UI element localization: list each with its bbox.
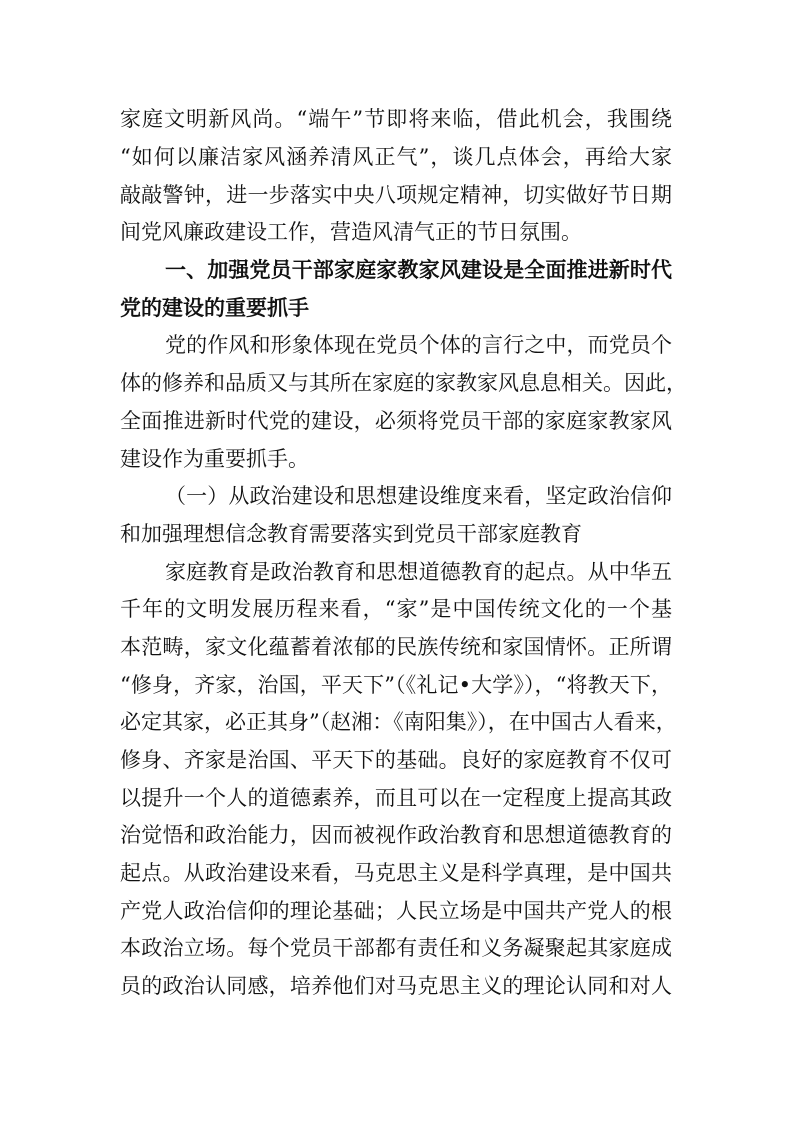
paragraph-line: 全面推进新时代党的建设，必须将党员干部的家庭家教家风 — [120, 409, 672, 433]
paragraph-line: 治觉悟和政治能力，因而被视作政治教育和思想道德教育的 — [120, 823, 672, 847]
paragraph-line: 产党人政治信仰的理论基础；人民立场是中国共产党人的根 — [120, 899, 672, 923]
paragraph-line: 家庭文明新风尚。“端午”节即将来临，借此机会，我围绕 — [120, 107, 672, 131]
paragraph-line: 修身、齐家是治国、平天下的基础。良好的家庭教育不仅可 — [120, 748, 672, 772]
paragraph-line: 家庭教育是政治教育和思想道德教育的起点。从中华五 — [165, 560, 672, 584]
paragraph-line: 以提升一个人的道德素养，而且可以在一定程度上提高其政 — [120, 786, 672, 810]
section-heading: 党的建设的重要抓手 — [120, 296, 309, 320]
paragraph-line: 千年的文明发展历程来看，“家”是中国传统文化的一个基 — [120, 597, 672, 621]
subsection-heading: （一）从政治建设和思想建设维度来看，坚定政治信仰 — [165, 484, 672, 508]
paragraph-line: 党的作风和形象体现在党员个体的言行之中，而党员个 — [165, 333, 672, 357]
paragraph-line: 员的政治认同感，培养他们对马克思主义的理论认同和对人 — [120, 974, 672, 998]
paragraph-line: 本范畴，家文化蕴蓄着浓郁的民族传统和家国情怀。正所谓 — [120, 635, 672, 659]
paragraph-line: “修身，齐家，治国，平天下”（《礼记•大学》），“将教天下， — [120, 673, 672, 697]
paragraph-line: 必定其家，必正其身”（赵湘：《南阳集》），在中国古人看来， — [120, 710, 677, 734]
paragraph-line: 敲敲警钟，进一步落实中央八项规定精神，切实做好节日期 — [120, 183, 672, 207]
paragraph-line: 本政治立场。每个党员干部都有责任和义务凝聚起其家庭成 — [120, 936, 672, 960]
paragraph-line: 间党风廉政建设工作，营造风清气正的节日氛围。 — [120, 220, 582, 244]
paragraph-line: 建设作为重要抓手。 — [120, 447, 309, 471]
section-heading: 一、加强党员干部家庭家教家风建设是全面推进新时代 — [165, 258, 672, 282]
paragraph-line: “如何以廉洁家风涵养清风正气”，谈几点体会，再给大家 — [120, 145, 672, 169]
paragraph-line: 起点。从政治建设来看，马克思主义是科学真理，是中国共 — [120, 861, 672, 885]
paragraph-line: 体的修养和品质又与其所在家庭的家教家风息息相关。因此， — [120, 371, 687, 395]
subsection-heading: 和加强理想信念教育需要落实到党员干部家庭教育 — [120, 522, 582, 546]
